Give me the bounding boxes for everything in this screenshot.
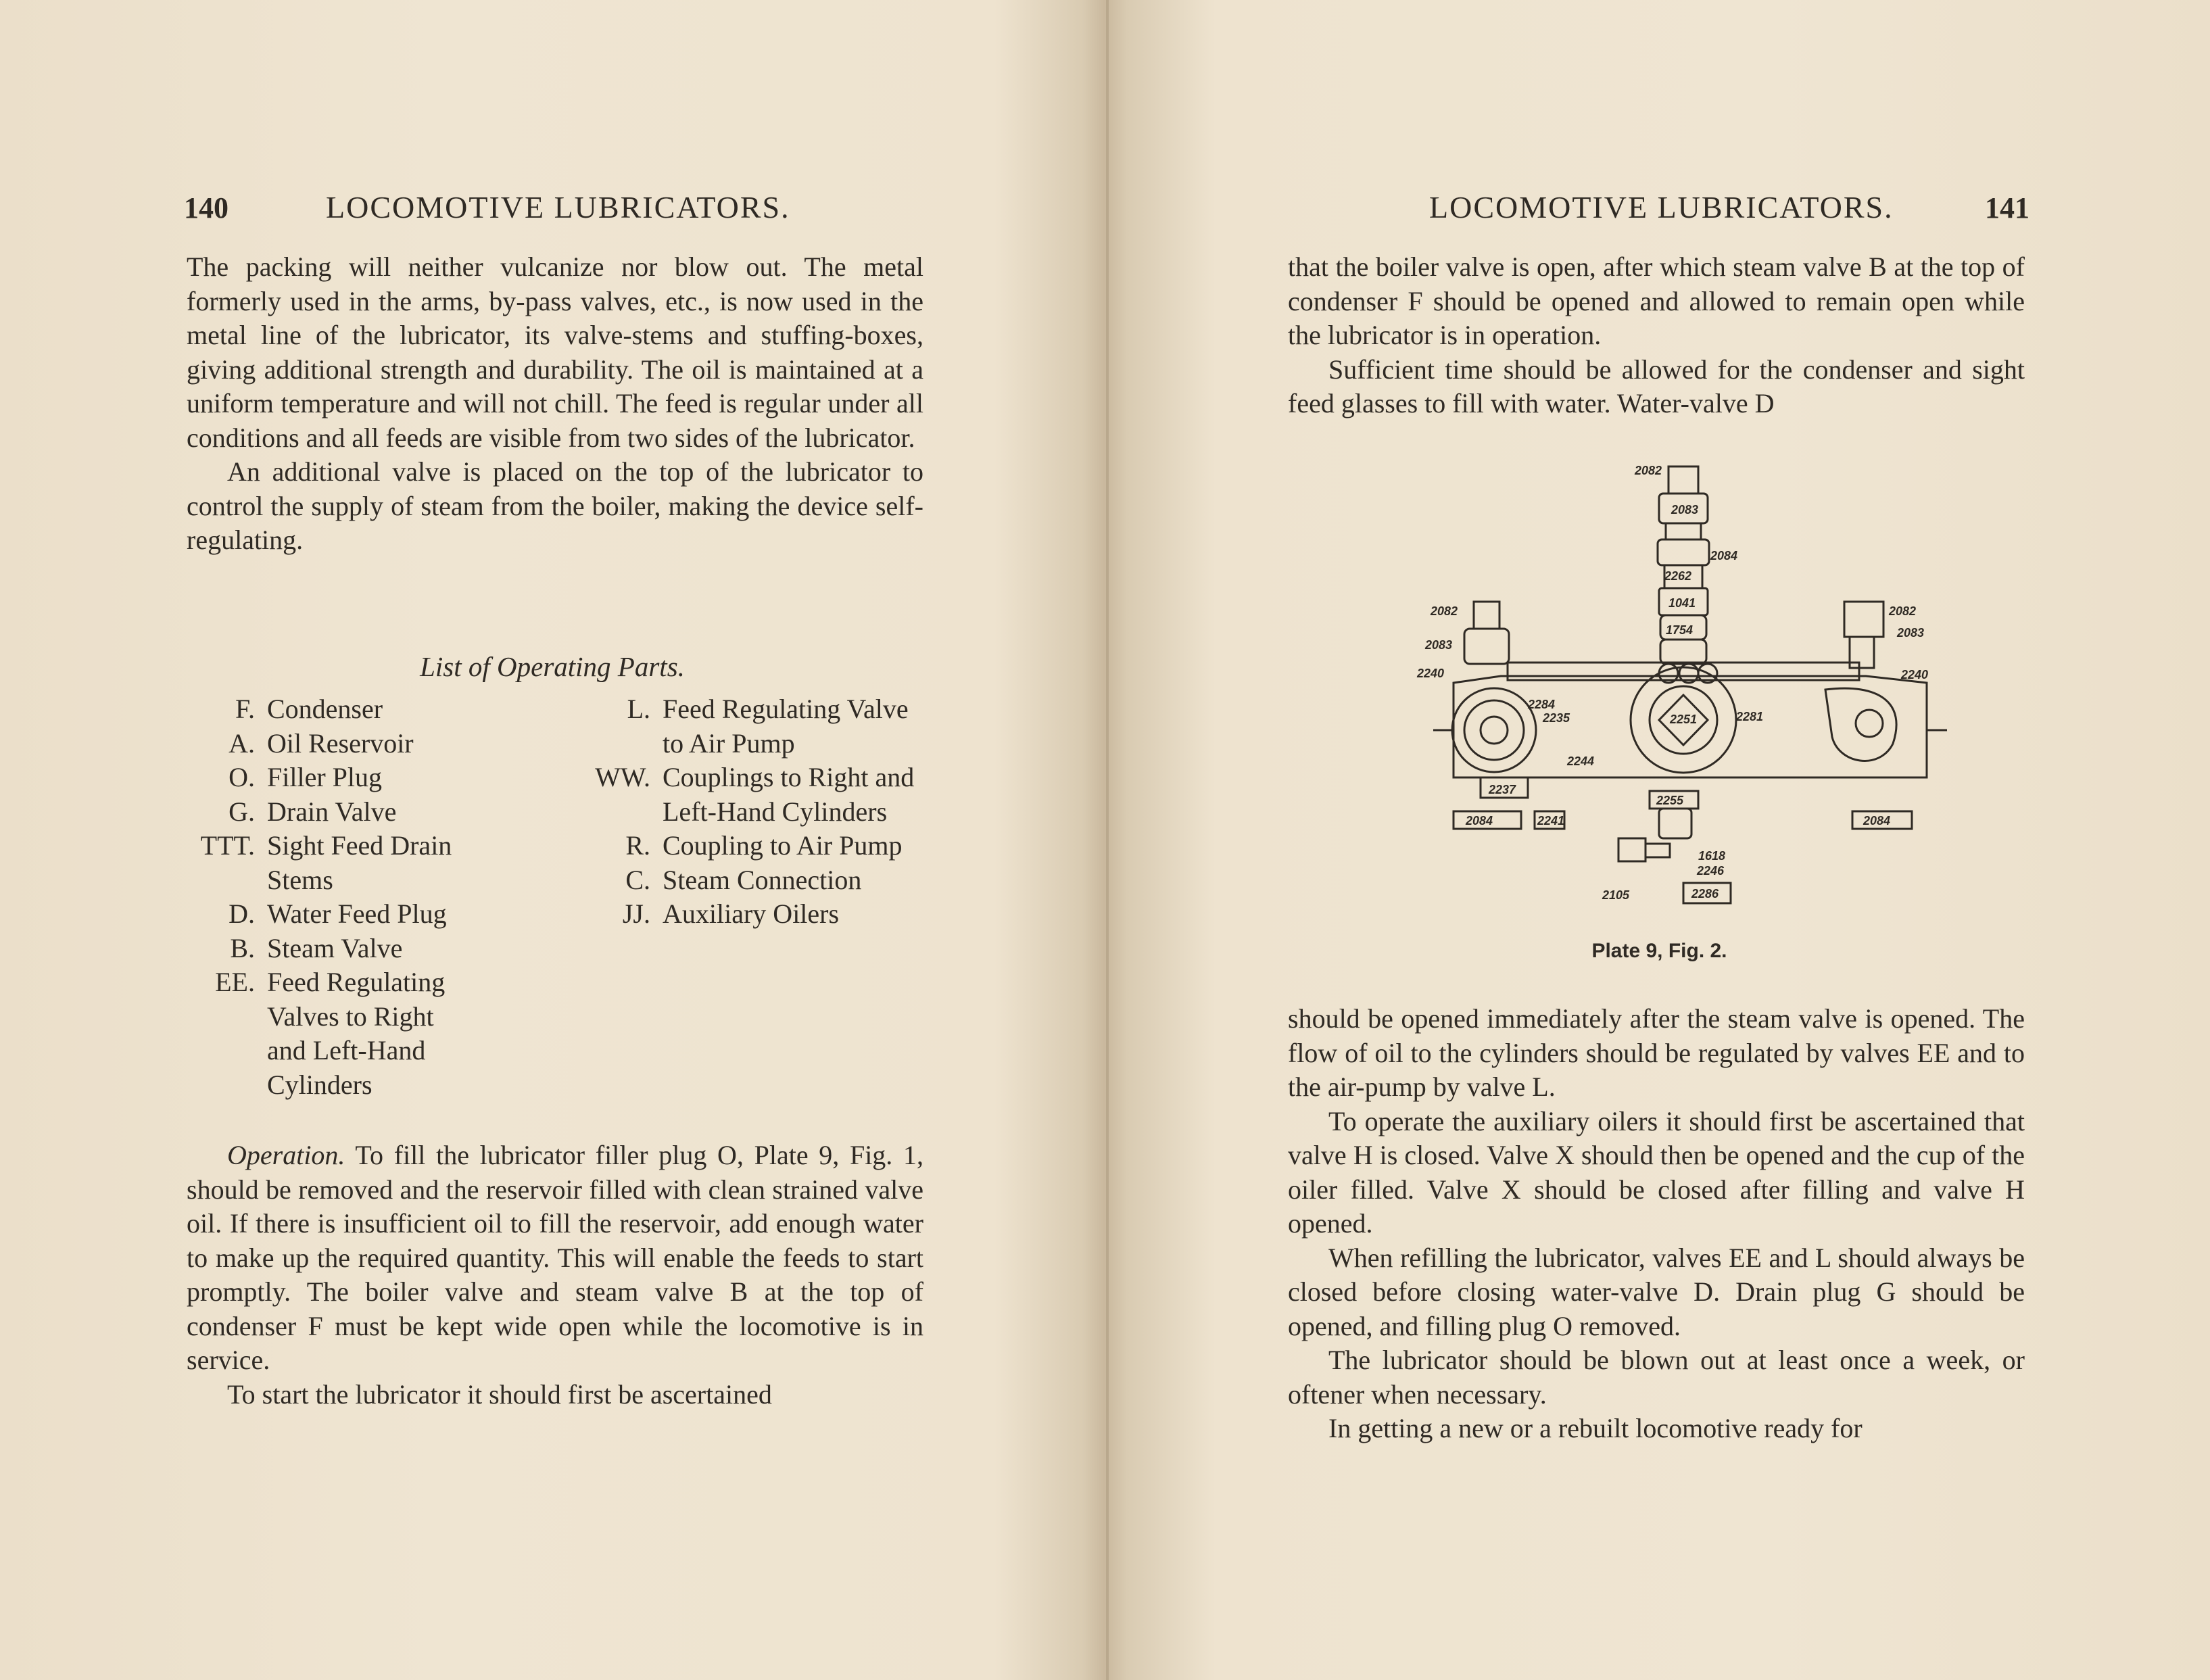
svg-text:2084: 2084 <box>1863 814 1891 827</box>
paragraph: When refilling the lubricator, valves EE and L should always be closed before closing water-valve D. Drain plug G should be opened, and filling plug O removed. <box>1288 1242 2025 1341</box>
svg-text:2084: 2084 <box>1710 549 1738 562</box>
paragraph: An additional valve is placed on the top of the lubricator to control the supply of steam from the boiler, making the device self-regulating. <box>187 456 923 555</box>
right-page-number: 141 <box>1985 191 2029 224</box>
paragraph: should be opened immediately after the steam valve is opened. The flow of oil to the cylinders should be regulated by valves EE and to the air-pump by valve L. <box>1288 1003 2025 1102</box>
list-item: TTT. Sight Feed Drain Stems <box>200 830 452 895</box>
svg-text:2082: 2082 <box>1431 604 1458 618</box>
svg-text:1754: 1754 <box>1666 623 1693 637</box>
list-item: A. Oil Reservoir <box>229 727 414 759</box>
svg-text:2240: 2240 <box>1417 667 1445 680</box>
right-top-text <box>1288 250 2025 421</box>
svg-text:2082: 2082 <box>1889 604 1917 618</box>
svg-text:2084: 2084 <box>1466 814 1493 827</box>
svg-text:2244: 2244 <box>1567 754 1595 768</box>
svg-text:2237: 2237 <box>1489 783 1516 796</box>
list-item: WW. Couplings to Right and Left-Hand Cylinders <box>595 762 915 827</box>
left-top-text <box>187 250 923 558</box>
svg-text:2284: 2284 <box>1528 698 1556 711</box>
right-bottom-text <box>1288 1002 2025 1446</box>
svg-text:2083: 2083 <box>1897 626 1925 640</box>
svg-text:2281: 2281 <box>1736 710 1764 723</box>
list-item: EE. Feed Regulating Valves to Right and Left-Hand Cylinders <box>215 967 446 1100</box>
svg-text:2255: 2255 <box>1656 794 1684 807</box>
right-running-header: LOCOMOTIVE LUBRICATORS. <box>1429 190 1894 224</box>
parts-list-right <box>554 692 933 932</box>
paragraph: To start the lubricator it should first be ascertained <box>227 1378 772 1410</box>
paragraph: Sufficient time should be allowed for the condenser and sight feed glasses to fill with water. Water-valve D <box>1288 354 2025 418</box>
paragraph: The packing will neither vulcanize nor blow out. The metal formerly used in the arms, by-pass valves, etc., is now used in the metal line of the lubricator, its valve-stems and stuffing-boxes, giving additional strength and durability. The oil is maintained at a uniform temperature and will not chill. The feed is regular under all conditions and all feeds are visible from two sides of the lubricator. <box>187 251 923 453</box>
svg-text:1041: 1041 <box>1668 596 1696 610</box>
operation-heading: Operation. <box>227 1140 345 1170</box>
svg-text:2286: 2286 <box>1691 887 1719 901</box>
svg-text:2262: 2262 <box>1664 569 1692 583</box>
list-item: C. Steam Connection <box>625 864 862 895</box>
list-item: L. Feed Regulating Valve to Air Pump <box>627 694 909 759</box>
svg-text:2082: 2082 <box>1635 464 1662 477</box>
list-item: B. Steam Valve <box>230 932 403 963</box>
list-item: R. Coupling to Air Pump <box>625 830 903 861</box>
list-item: D. Water Feed Plug <box>229 898 447 929</box>
svg-text:2235: 2235 <box>1543 711 1570 725</box>
lubricator-diagram <box>1393 460 1974 933</box>
list-item: O. Filler Plug <box>229 762 383 792</box>
list-item: F. Condenser <box>235 694 383 724</box>
operation-text: To fill the lubricator filler plug O, Plate 9, Fig. 1, should be removed and the reservoir filled with clean strained valve oil. If there is insufficient oil to fill the reservoir, add enough water to make up the required quantity. This will enable the feeds to start promptly. The boiler valve and steam valve B at the top of condenser F must be kept wide open while the locomotive is in service. <box>187 1140 923 1375</box>
svg-text:2105: 2105 <box>1602 888 1630 902</box>
paragraph: To operate the auxiliary oilers it should first be ascertained that valve H is closed. Valve X should then be opened and the cup of the oiler filled. Valve X should be closed after filling and valve H opened. <box>1288 1105 2025 1239</box>
svg-text:2246: 2246 <box>1697 864 1725 878</box>
svg-text:2083: 2083 <box>1671 503 1699 517</box>
paragraph: In getting a new or a rebuilt locomotive ready for <box>1328 1413 1863 1443</box>
svg-text:2083: 2083 <box>1425 638 1453 652</box>
svg-text:2241: 2241 <box>1537 814 1565 827</box>
operation-paragraph <box>187 1138 923 1378</box>
paragraph: that the boiler valve is open, after which steam valve B at the top of condenser F should be opened and allowed to remain open while the lubricator is in operation. <box>1288 251 2025 350</box>
left-bottom-text <box>187 1138 923 1412</box>
list-item: G. Drain Valve <box>229 796 397 827</box>
right-page <box>1109 0 2210 1680</box>
svg-text:2251: 2251 <box>1670 713 1698 726</box>
list-title: List of Operating Parts. <box>420 651 685 682</box>
paragraph: The lubricator should be blown out at least once a week, or oftener when necessary. <box>1288 1345 2025 1410</box>
left-page-number: 140 <box>184 191 229 224</box>
svg-text:1618: 1618 <box>1698 849 1726 863</box>
svg-text:2240: 2240 <box>1901 668 1929 681</box>
list-item: JJ. Auxiliary Oilers <box>622 898 840 929</box>
parts-list-left <box>172 692 470 1102</box>
left-running-header: LOCOMOTIVE LUBRICATORS. <box>326 190 790 224</box>
figure-caption: Plate 9, Fig. 2. <box>1591 940 1727 962</box>
